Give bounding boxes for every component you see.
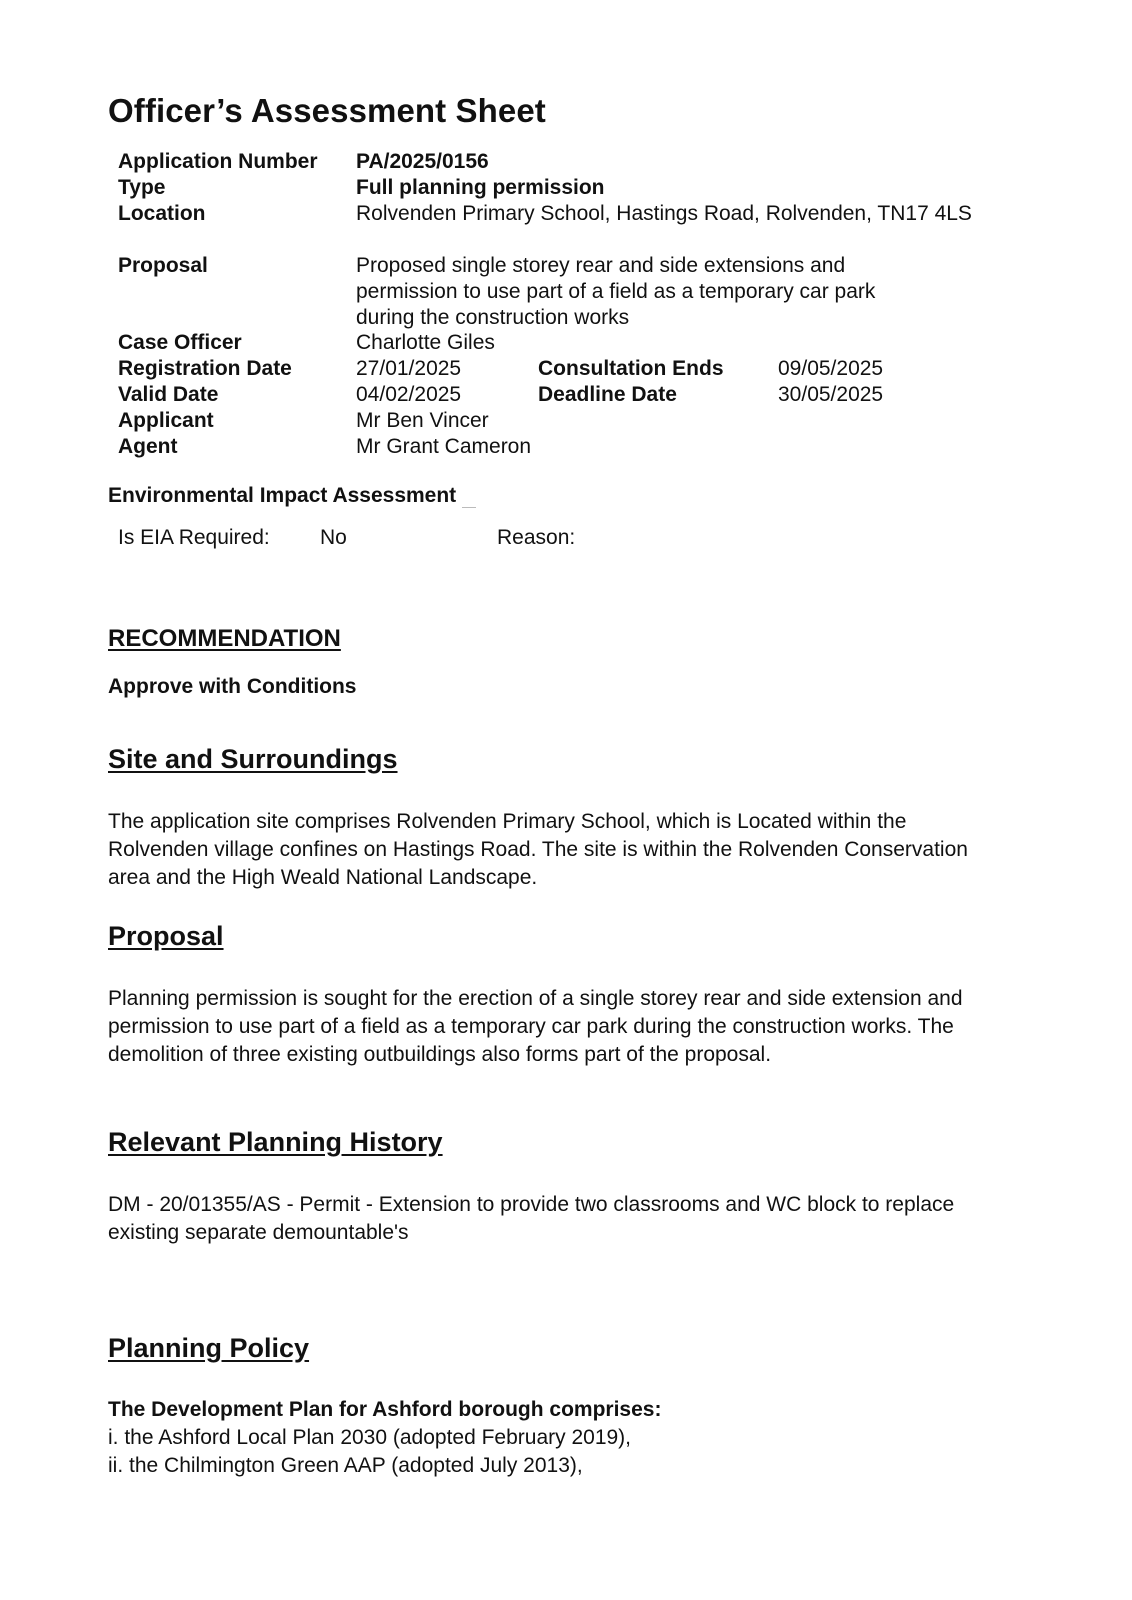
site-text: The application site comprises Rolvenden Primary School, which is Located within the Rolvenden village confines on Hastings Road. The site is within the Rolvenden Conservation area and the High Weald National Landscape. [108, 810, 968, 889]
proposal-heading: Proposal [108, 921, 224, 951]
location-value: Rolvenden Primary School, Hastings Road, Rolvenden, TN17 4LS [356, 202, 972, 225]
policy-item: i. the Ashford Local Plan 2030 (adopted February 2019), [108, 1426, 632, 1449]
history-heading: Relevant Planning History [108, 1127, 443, 1157]
policy-heading: Planning Policy [108, 1333, 310, 1363]
policy-subheading: The Development Plan for Ashford borough comprises: [108, 1398, 662, 1421]
consultation-ends-value: 09/05/2025 [778, 357, 884, 380]
case-officer-value: Charlotte Giles [356, 331, 495, 354]
policy-item: ii. the Chilmington Green AAP (adopted July 2013), [108, 1454, 583, 1477]
site-heading: Site and Surroundings [108, 744, 398, 774]
case-officer-label: Case Officer [118, 331, 242, 354]
proposal-label: Proposal [118, 254, 208, 277]
valid-date-label: Valid Date [118, 383, 219, 406]
recommendation-value: Approve with Conditions [108, 675, 357, 698]
deadline-date-label: Deadline Date [538, 383, 677, 406]
agent-label: Agent [118, 435, 178, 458]
deadline-date-value: 30/05/2025 [778, 383, 884, 406]
valid-date-value: 04/02/2025 [356, 383, 462, 406]
registration-date-label: Registration Date [118, 357, 292, 380]
page-title: Officer’s Assessment Sheet [108, 92, 546, 129]
eia-heading-text: Environmental Impact Assessment [108, 484, 457, 507]
history-text: DM - 20/01355/AS - Permit - Extension to provide two classrooms and WC block to replace existing separate demountable's [108, 1193, 955, 1244]
proposal-value: Proposed single storey rear and side extensions and permission to use part of a field as a temporary car park during the construction works [356, 254, 876, 329]
consultation-ends-label: Consultation Ends [538, 357, 724, 380]
agent-value: Mr Grant Cameron [356, 435, 532, 458]
type-label: Type [118, 176, 166, 199]
eia-required-label: Is EIA Required: [118, 526, 270, 549]
eia-mark [462, 507, 476, 508]
type-value: Full planning permission [356, 176, 605, 199]
applicant-value: Mr Ben Vincer [356, 409, 489, 432]
eia-reason-label: Reason: [497, 526, 576, 549]
applicant-label: Applicant [118, 409, 214, 432]
proposal-text: Planning permission is sought for the erection of a single storey rear and side extension and permission to use part of a field as a temporary car park during the construction works. The demolition of three existing outbuildings also forms part of the proposal. [108, 987, 963, 1066]
eia-heading [108, 484, 476, 508]
location-label: Location [118, 202, 206, 225]
eia-required-value: No [320, 526, 347, 549]
application-number-label: Application Number [118, 150, 318, 173]
recommendation-heading: RECOMMENDATION [108, 625, 341, 652]
registration-date-value: 27/01/2025 [356, 357, 462, 380]
application-number-value: PA/2025/0156 [356, 150, 489, 173]
